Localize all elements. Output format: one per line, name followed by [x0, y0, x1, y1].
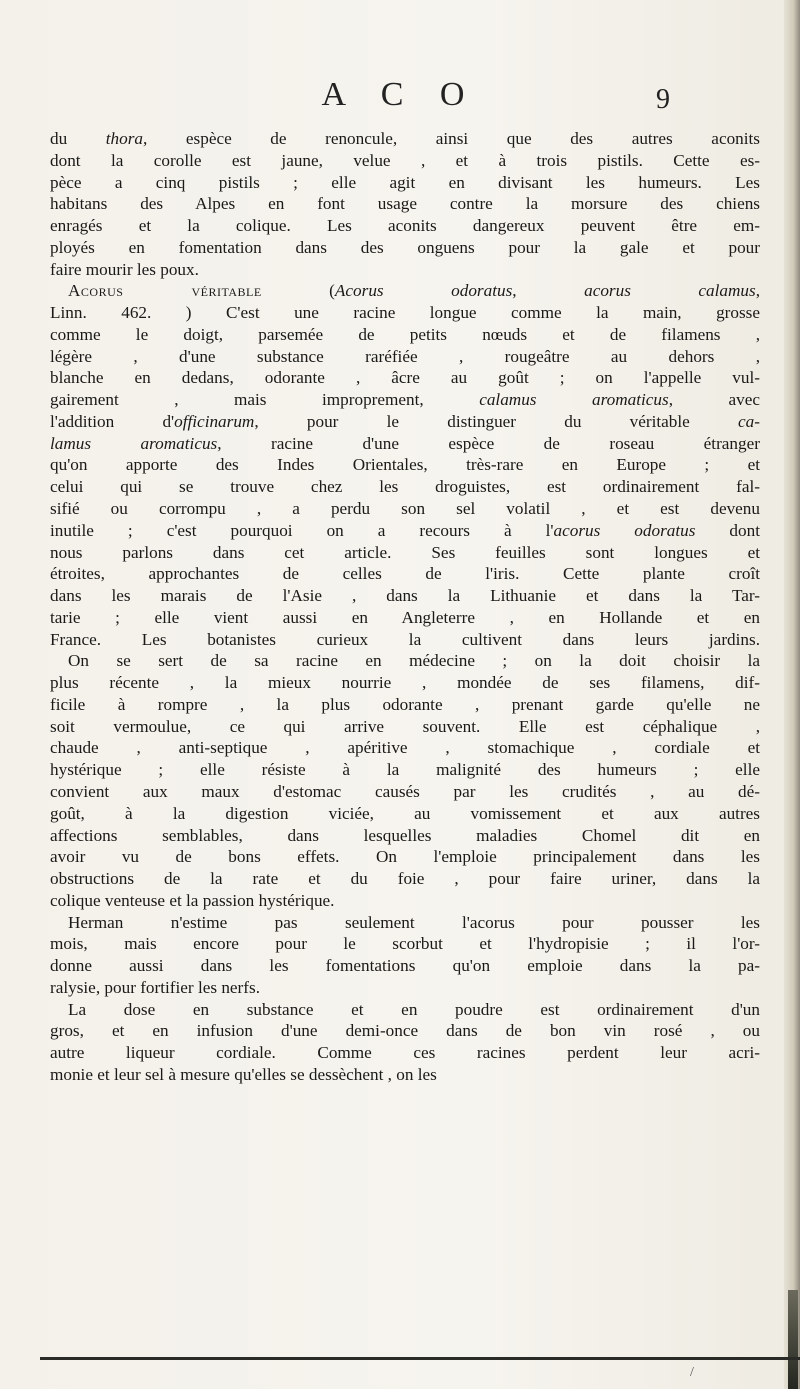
text-line [50, 585, 760, 607]
text-segment: , racine d'une espèce de roseau étranger [217, 433, 760, 453]
text-segment: colique venteuse et la passion hystérique. [50, 890, 335, 910]
text-line [50, 803, 760, 825]
text-segment: monie et leur sel à mesure qu'elles se dessèchent , on les [50, 1064, 437, 1084]
text-segment: sifié ou corrompu , a perdu son sel volatil , et est devenu [50, 499, 760, 519]
text-line [50, 672, 760, 694]
text-segment: gros, et en infusion d'une demi-once dans de bon vin rosé , ou [50, 1021, 760, 1041]
text-segment: , [755, 281, 760, 301]
text-segment: chaude , anti-septique , apéritive , stomachique , cordiale et [50, 738, 760, 758]
text-segment: Herman n'estime pas seulement l'acorus pour pousser les [68, 912, 760, 932]
running-head: A C O [321, 76, 479, 113]
text-line [50, 302, 760, 324]
binding-mark [788, 1290, 798, 1389]
text-segment: hystérique ; elle résiste à la malignité des humeurs ; elle [50, 760, 760, 780]
text-segment: ralysie, pour fortifier les nerfs. [50, 977, 260, 997]
text-segment: étroites, approchantes de celles de l'iris. Cette plante croît [50, 564, 760, 584]
text-line [50, 1042, 760, 1064]
body-text [50, 128, 760, 1086]
stray-mark: / [690, 1365, 694, 1380]
text-segment: faire mourir les poux. [50, 259, 199, 279]
text-line [50, 846, 760, 868]
text-line [50, 977, 760, 999]
bottom-rule [40, 1357, 800, 1360]
italic-term: ca- [738, 411, 760, 431]
text-segment: donne aussi dans les fomentations qu'on emploie dans la pa- [50, 956, 760, 976]
text-line [50, 237, 760, 259]
italic-term: thora [105, 129, 144, 148]
text-segment: ficile à rompre , la plus odorante , prenant garde qu'elle ne [50, 694, 760, 714]
page-number: 9 [656, 84, 670, 115]
italic-term: officinarum [174, 411, 255, 431]
text-line [50, 542, 760, 564]
text-line [50, 150, 760, 172]
text-segment: légère , d'une substance raréfiée , rougeâtre au dehors , [50, 346, 760, 366]
text-line [50, 933, 760, 955]
text-line [50, 999, 760, 1021]
text-segment: gairement , mais improprement, [50, 390, 480, 410]
text-segment: Linn. 462. ) C'est une racine longue comme la main, grosse [50, 303, 760, 323]
italic-term: acorus calamus [584, 281, 756, 301]
text-line [50, 912, 760, 934]
text-line [50, 259, 760, 281]
italic-term: Acorus odoratus [334, 281, 513, 301]
italic-term: lamus aromaticus [50, 433, 218, 453]
text-line [50, 454, 760, 476]
text-segment: ( [261, 281, 335, 301]
text-segment: , pour le distinguer du véritable [254, 411, 739, 431]
text-segment: dont la corolle est jaune, velue , et à trois pistils. Cette es- [50, 150, 760, 170]
text-segment: pèce a cinq pistils ; elle agit en divisant les humeurs. Les [50, 172, 760, 192]
text-segment: convient aux maux d'estomac causés par les crudités , au dé- [50, 781, 760, 801]
text-segment: nous parlons dans cet article. Ses feuilles sont longues et [50, 542, 760, 562]
page-edge-shadow [784, 0, 800, 1389]
text-line [50, 737, 760, 759]
text-line [50, 346, 760, 368]
text-line [50, 563, 760, 585]
text-segment: goût, à la digestion viciée, au vomissement et aux autres [50, 803, 760, 823]
text-segment: dans les marais de l'Asie , dans la Lithuanie et dans la Tar- [50, 586, 760, 606]
text-segment: comme le doigt, parsemée de petits nœuds et de filamens , [50, 324, 760, 344]
text-segment: inutile ; c'est pourquoi on a recours à l' [50, 520, 554, 540]
text-line [50, 890, 760, 912]
text-segment: plus récente , la mieux nourrie , mondée de ses filamens, dif- [50, 673, 760, 693]
page-header [0, 76, 800, 122]
text-segment: habitans des Alpes en font usage contre la morsure des chiens [50, 194, 760, 214]
text-segment: , avec [668, 390, 760, 410]
text-line [50, 193, 760, 215]
text-segment: celui qui se trouve chez les droguistes, est ordinairement fal- [50, 477, 760, 497]
text-segment: obstructions de la rate et du foie , pour faire uriner, dans la [50, 869, 760, 889]
text-line [50, 433, 760, 455]
text-segment: mois, mais encore pour le scorbut et l'hydropisie ; il l'or- [50, 934, 760, 954]
text-segment: ployés en fomentation dans des onguens pour la gale et pour [50, 237, 760, 257]
text-line [50, 825, 760, 847]
text-line [50, 367, 760, 389]
text-segment: affections semblables, dans lesquelles maladies Chomel dit en [50, 825, 760, 845]
text-line [50, 498, 760, 520]
text-segment: tarie ; elle vient aussi en Angleterre , en Hollande et en [50, 607, 760, 627]
text-line [50, 520, 760, 542]
text-line [50, 650, 760, 672]
text-segment: Acorus véritable [68, 281, 262, 301]
text-segment: On se sert de sa racine en médecine ; on la doit choisir la [68, 651, 760, 671]
text-segment: qu'on apporte des Indes Orientales, très-rare en Europe ; et [50, 455, 760, 475]
text-line [50, 476, 760, 498]
text-segment: avoir vu de bons effets. On l'emploie principalement dans les [50, 847, 760, 867]
text-segment: France. Les botanistes curieux la cultivent dans leurs jardins. [50, 629, 760, 649]
text-line [50, 716, 760, 738]
text-segment: l'addition d' [50, 411, 175, 431]
text-line [50, 781, 760, 803]
text-segment: , espèce de renoncule, ainsi que des autres aconits [143, 129, 760, 148]
text-line [50, 389, 760, 411]
text-line [50, 324, 760, 346]
text-segment: dont [695, 520, 760, 540]
text-line [50, 759, 760, 781]
text-line [50, 607, 760, 629]
text-line [50, 172, 760, 194]
text-segment: blanche en dedans, odorante , âcre au goût ; on l'appelle vul- [50, 368, 760, 388]
text-segment: du [50, 129, 106, 148]
text-line [50, 694, 760, 716]
text-line [50, 629, 760, 651]
text-segment: , [512, 281, 585, 301]
text-line [50, 1020, 760, 1042]
text-segment: autre liqueur cordiale. Comme ces racines perdent leur acri- [50, 1043, 760, 1063]
text-line [50, 128, 760, 150]
text-line [50, 411, 760, 433]
text-line [50, 280, 760, 302]
text-line [50, 1064, 760, 1086]
italic-term: calamus aromaticus [479, 390, 669, 410]
text-line [50, 955, 760, 977]
text-line [50, 215, 760, 237]
text-segment: soit vermoulue, ce qui arrive souvent. Elle est céphalique , [50, 716, 760, 736]
text-segment: enragés et la colique. Les aconits dangereux peuvent être em- [50, 216, 760, 236]
text-line [50, 868, 760, 890]
italic-term: acorus odoratus [553, 520, 696, 540]
text-segment: La dose en substance et en poudre est ordinairement d'un [68, 999, 760, 1019]
